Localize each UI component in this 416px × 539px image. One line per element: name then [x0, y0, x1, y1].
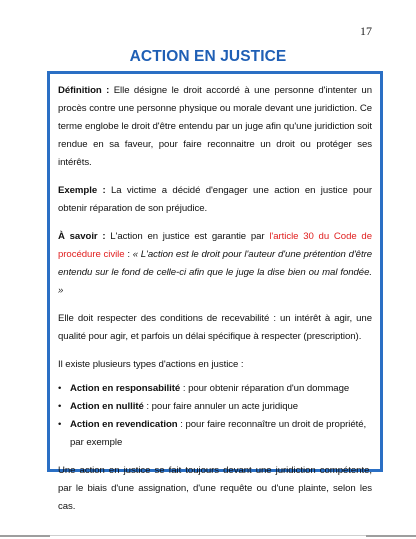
- list-item: [58, 416, 372, 452]
- definition-paragraph: [58, 82, 372, 172]
- legal-reference: l'article 30 du Code de procédure civile: [58, 231, 372, 260]
- conditions-paragraph: Elle doit respecter des conditions de recevabilité : un intérêt à agir, une qualité pour agir, et parfois un délai spécifique à respecter (prescription).: [58, 313, 372, 342]
- rule-left-end: [0, 535, 50, 537]
- type-text: : pour obtenir réparation d'un dommage: [180, 383, 350, 394]
- example-paragraph: [58, 182, 372, 218]
- page-number: 17: [360, 24, 372, 38]
- conclusion-paragraph: Une action en justice se fait toujours devant une juridiction compétente, par le biais d'une assignation, d'une requête ou d'une plainte, selon les cas.: [58, 465, 372, 512]
- bullet-icon: •: [58, 419, 62, 430]
- legal-quote: « L'action est le droit pour l'auteur d'une prétention d'être entendu sur le fond de celle-ci afin que le juge la dise bien ou mal fondée. »: [58, 249, 372, 296]
- definition-text: Elle désigne le droit accordé à une personne d'intenter un procès contre une personne physique ou morale devant une juridiction. Ce terme englobe le droit d'être entendu par un juge afin qu'une juridiction soit rendue en sa faveur, pour faire reconnaitre un droit ou protéger ses intérêts.: [58, 85, 372, 168]
- bullet-icon: •: [58, 401, 62, 412]
- rule-right-end: [366, 535, 416, 537]
- list-item: [58, 380, 372, 398]
- list-item: [58, 398, 372, 416]
- type-text: : pour faire reconnaître un droit de propriété, par exemple: [70, 419, 367, 448]
- example-label: Exemple :: [58, 185, 106, 196]
- bullet-icon: •: [58, 383, 62, 394]
- content-box: [47, 71, 383, 512]
- a-savoir-label: À savoir :: [58, 231, 106, 242]
- a-savoir-paragraph: [58, 228, 372, 300]
- a-savoir-text: L'action en justice est garantie par: [105, 231, 270, 242]
- definition-label: Définition :: [58, 85, 110, 96]
- type-label: Action en revendication: [70, 419, 178, 430]
- example-text: La victime a décidé d'engager une action en justice pour obtenir réparation de son préjudice.: [58, 185, 373, 214]
- page-title: ACTION EN JUSTICE: [129, 48, 287, 65]
- type-label: Action en responsabilité: [70, 383, 181, 394]
- types-intro: Il existe plusieurs types d'actions en justice :: [58, 359, 244, 370]
- types-list: [58, 380, 372, 452]
- page-bottom-rule: [0, 535, 416, 536]
- type-label: Action en nullité: [70, 401, 144, 412]
- type-text: : pour faire annuler un acte juridique: [143, 401, 299, 412]
- a-savoir-separator: :: [124, 249, 133, 260]
